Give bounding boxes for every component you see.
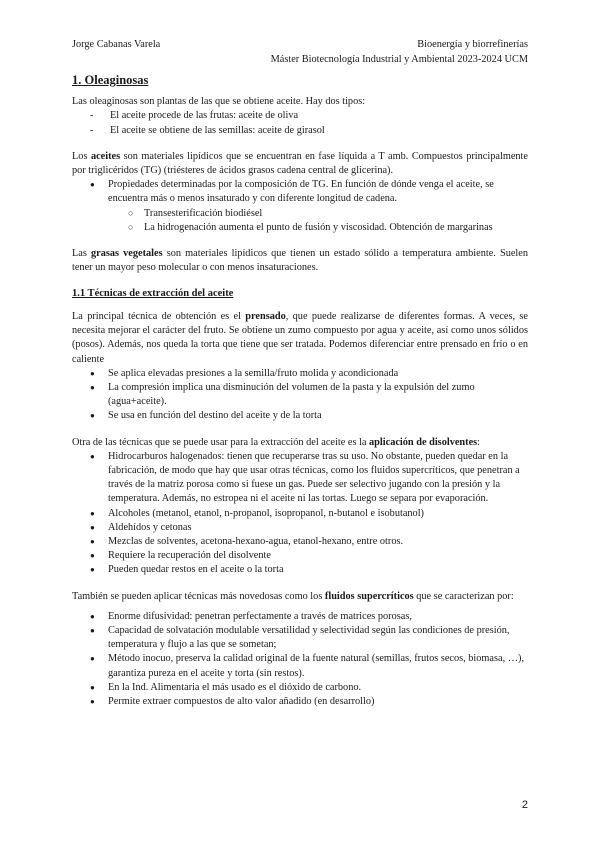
supercriticos-term: fluidos supercríticos	[324, 590, 414, 602]
aceites-list	[72, 178, 528, 206]
list-item: ● En la Ind. Alimentaria el más usado es el dióxido de carbono.	[72, 681, 528, 695]
list-item: ● Requiere la recuperación del disolvente	[72, 549, 528, 563]
list-item: ○ Transesterificación biodiésel	[72, 207, 528, 221]
header-author: Jorge Cabanas Varela	[72, 39, 161, 50]
list-item: ○ La hidrogenación aumenta el punto de fusión y viscosidad. Obtención de margarinas	[72, 221, 528, 235]
list-item: ● Alcoholes (metanol, etanol, n-propanol, isopropanol, n-butanol e isobutanol)	[72, 507, 528, 521]
list-item: ● Capacidad de solvatación modulable versatilidad y selectividad según las condiciones de presión, temperatura y flujo a las que se sometan;	[72, 624, 528, 652]
list-item: ● Aldehídos y cetonas	[72, 521, 528, 535]
aceites-paragraph: Los aceites son materiales lipídicos que se encuentran en fase líquida a T amb. Compuestos principalmente por triglicéridos (TG) (triésteres de ácidos grasos cadena central de glicerina).	[72, 150, 528, 177]
section-title-oleaginosas: 1. Oleaginosas	[72, 73, 149, 87]
prensado-paragraph: La principal técnica de obtención es el prensado, que puede realizarse de diferentes formas. A veces, se necesita mejorar el carácter del fruto. Se obtiene un zumo compuesto por agua y aceite, así como unos sólidos (posos). Además, nos queda la torta que tiene que ser tratada. Podemos diferenciar entre prensado en frío o en caliente	[72, 310, 528, 365]
list-item: ● Enorme difusividad: penetran perfectamente a través de matrices porosas,	[72, 610, 528, 624]
page-content	[72, 72, 528, 709]
grasas-term: grasas vegetales	[91, 248, 163, 260]
list-item: ● Propiedades determinadas por la composición de TG. En función de dónde venga el aceite, se encuentra más o menos insaturado y con diferente longitud de cadena.	[72, 178, 528, 206]
list-item: ● Se aplica elevadas presiones a la semilla/fruto molida y acondicionada	[72, 367, 528, 381]
oleaginosas-intro: Las oleaginosas son plantas de las que se obtiene aceite. Hay dos tipos:	[72, 96, 366, 108]
header-course: Bioenergía y biorrefinerías	[417, 39, 528, 50]
page-number: 2	[521, 799, 528, 811]
aceites-sublist	[72, 207, 528, 235]
oleaginosas-types-list	[72, 109, 528, 137]
header-program: Máster Biotecnología Industrial y Ambiental 2023-2024 UCM	[270, 53, 528, 65]
list-item: - El aceite se obtiene de las semillas: aceite de girasol	[72, 124, 528, 138]
list-item: ● Pueden quedar restos en el aceite o la torta	[72, 563, 528, 577]
supercriticos-list	[72, 610, 528, 709]
list-item: ● Se usa en función del destino del aceite y de la torta	[72, 409, 528, 423]
disolventes-paragraph: Otra de las técnicas que se puede usar para la extracción del aceite es la aplicación de disolventes:	[72, 436, 481, 448]
grasas-paragraph: Las grasas vegetales son materiales lipídicos que tienen un estado sólido a temperatura ambiente. Suelen tener un mayor peso molecular o con menos insaturaciones.	[72, 248, 528, 274]
prensado-term: prensado	[245, 310, 286, 322]
list-item: ● Método inocuo, preserva la calidad original de la fuente natural (semillas, frutos secos, biomasa, …), garantiza pureza en el aceite y torta (sin restos).	[72, 652, 528, 680]
aceites-term: aceites	[90, 150, 121, 162]
header-right	[271, 38, 528, 68]
list-item: ● Mezclas de solventes, acetona-hexano-agua, etanol-hexano, entre otros.	[72, 535, 528, 549]
prensado-list	[72, 367, 528, 424]
section-title-extraccion: 1.1 Técnicas de extracción del aceite	[72, 288, 234, 300]
disolventes-term: aplicación de disolventes	[369, 436, 478, 448]
supercriticos-paragraph: También se pueden aplicar técnicas más novedosas como los fluidos supercríticos que se caracterizan por:	[72, 590, 514, 602]
list-item: ● Hidrocarburos halogenados: tienen que recuperarse tras su uso. No obstante, pueden quedar en la fabricación, de modo que hay que usar otras técnicas, como los fluidos supercríticos, que penetran a través de la matriz porosa como si fuese un gas. Puede ser selectivo jugando con la presión y la temperatura. Además, no estropea ni el aceite ni las tortas. Luego se separa por evaporación.	[72, 450, 528, 507]
list-item: ● La compresión implica una disminución del volumen de la pasta y la expulsión del zumo (agua+aceite).	[72, 381, 528, 409]
disolventes-list	[72, 450, 528, 578]
list-item: - El aceite procede de las frutas: aceite de oliva	[72, 109, 528, 123]
list-item: ● Permite extraer compuestos de alto valor añadido (en desarrollo)	[72, 695, 528, 709]
